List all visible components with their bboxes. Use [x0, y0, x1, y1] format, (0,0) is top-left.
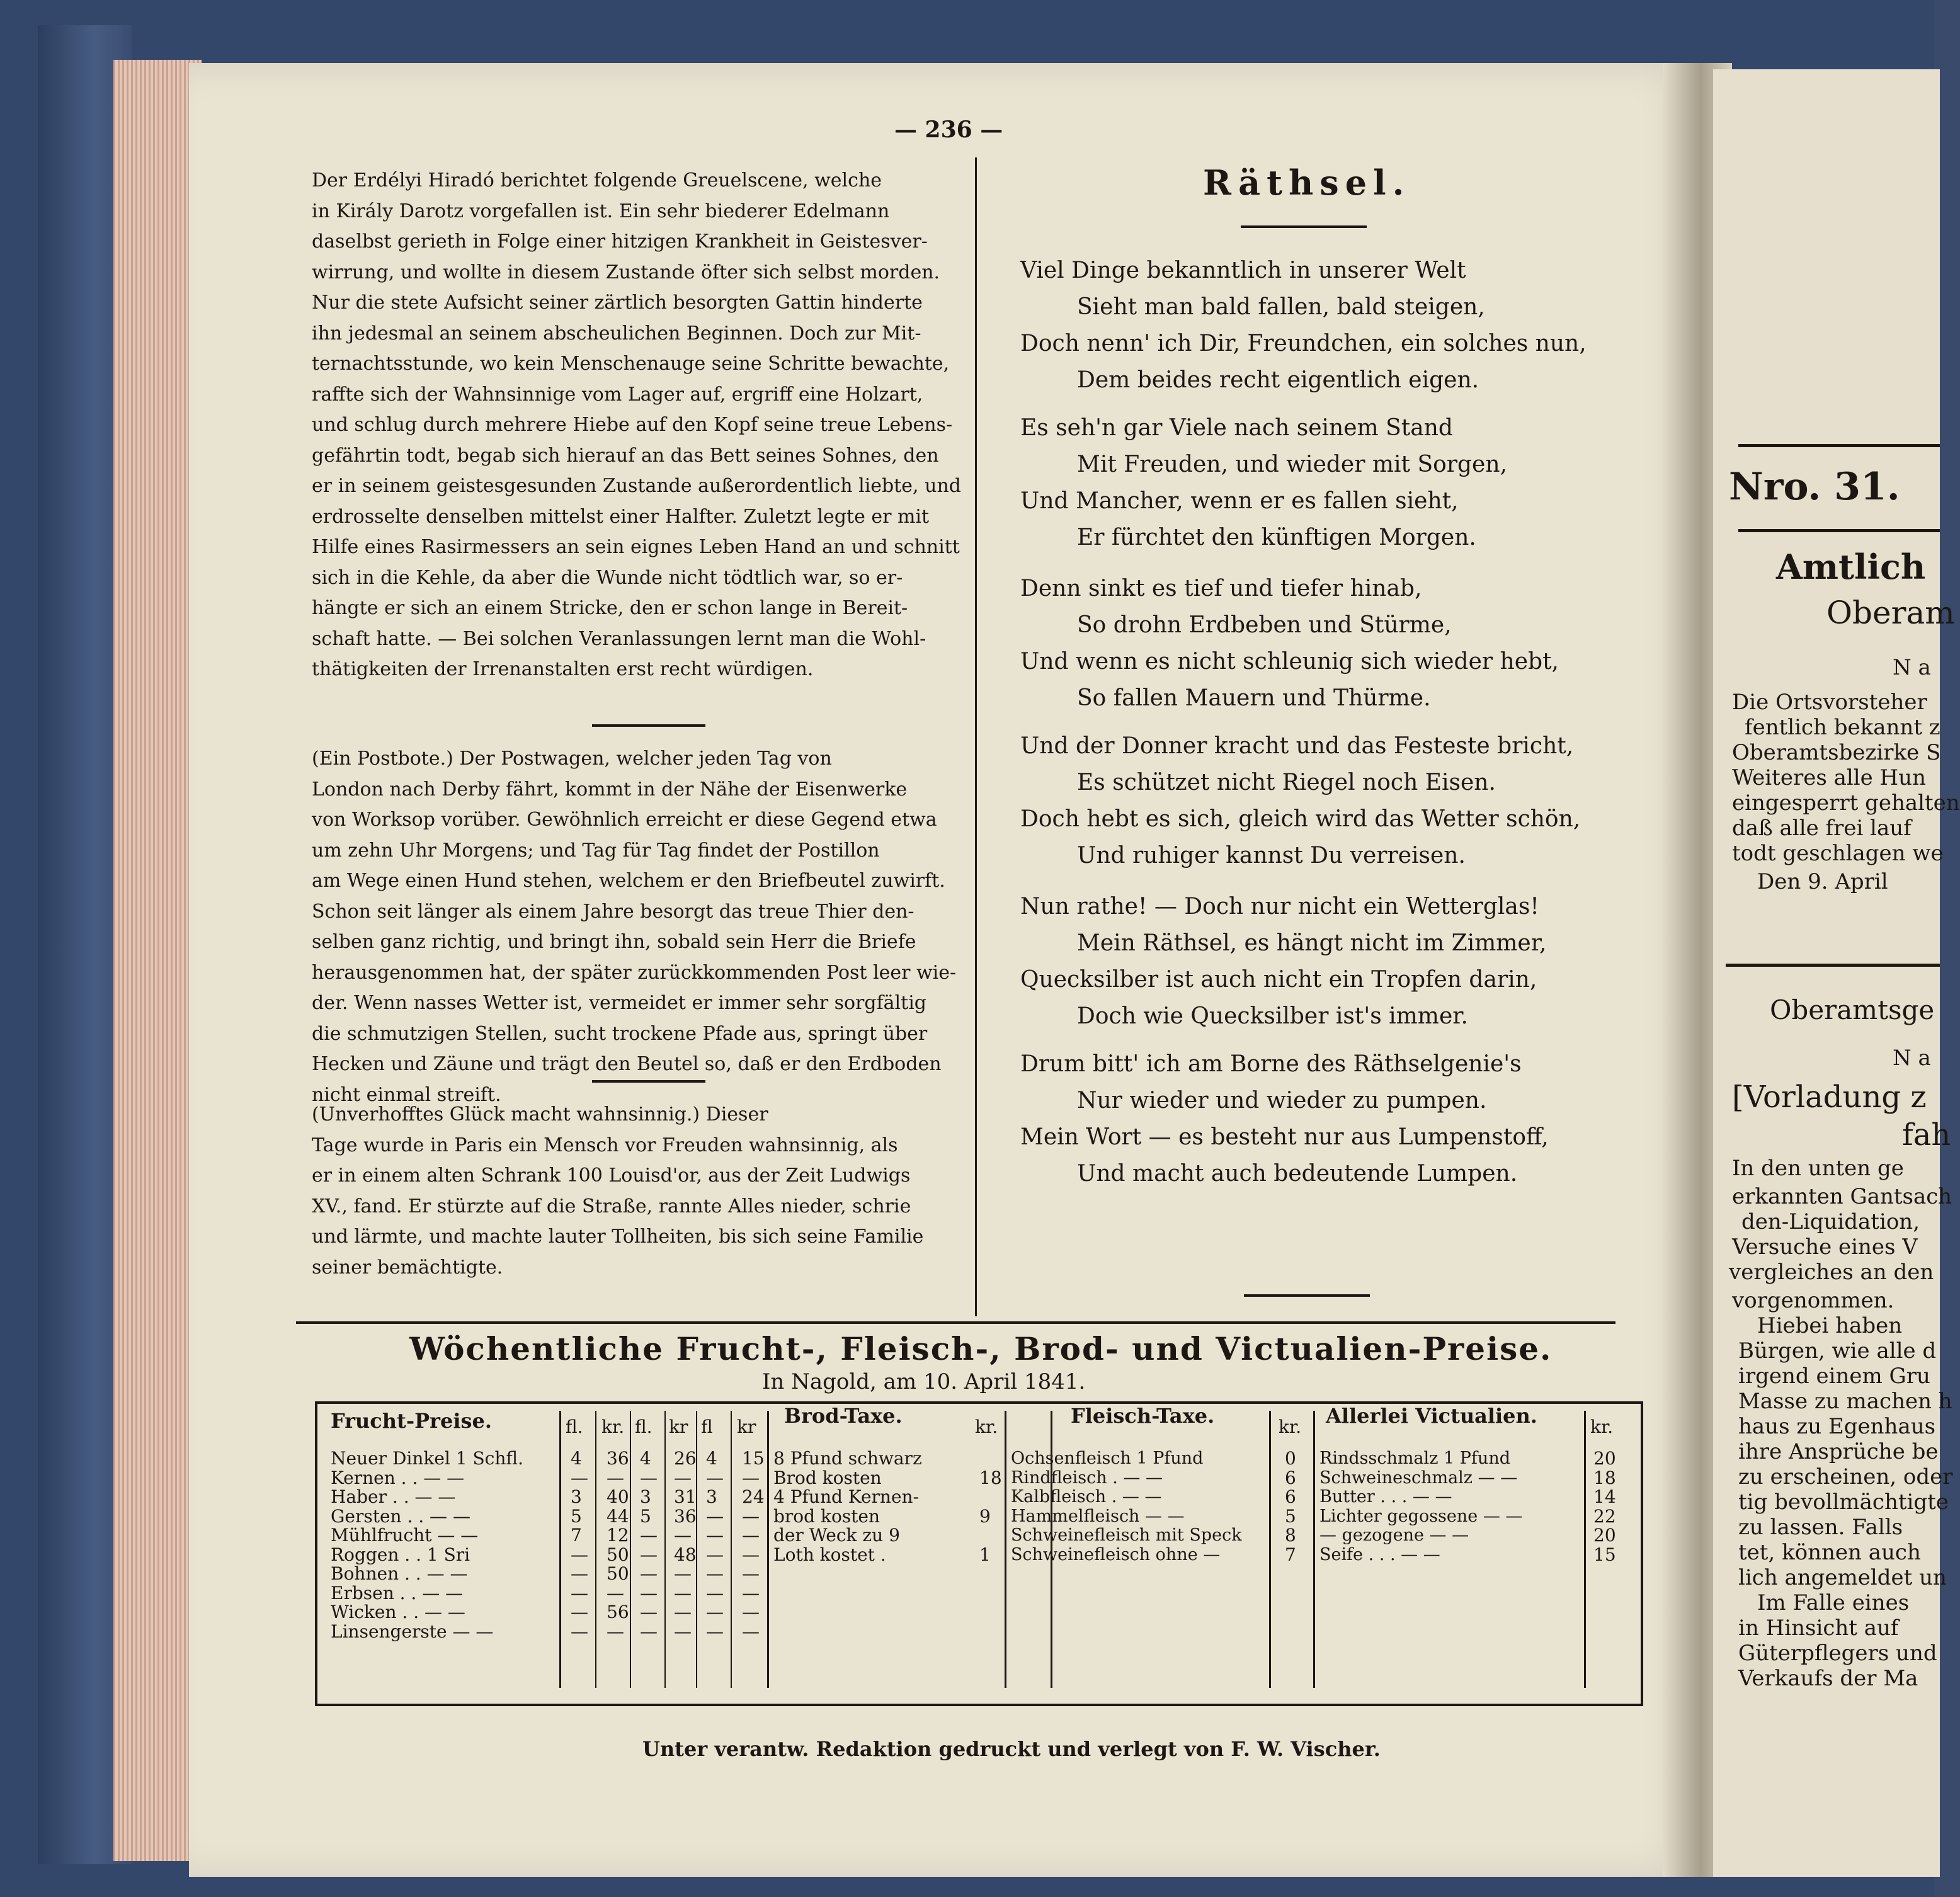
- table-top-rule: [296, 1321, 1615, 1324]
- frucht-row-value: 3: [640, 1486, 651, 1507]
- frucht-row-value: —: [571, 1602, 588, 1622]
- right-page-line: vergleiches an den: [1729, 1260, 1934, 1285]
- paragraph-line: wirrung, und wollte in diesem Zustande öfter sich selbst morden.: [312, 261, 940, 283]
- paragraph-line: um zehn Uhr Morgens; und Tag für Tag findet der Postillon: [312, 839, 880, 862]
- frucht-row-value: —: [571, 1544, 588, 1565]
- paragraph-line: von Worksop vorüber. Gewöhnlich erreicht er diese Gegend etwa: [312, 809, 937, 831]
- frucht-row-value: 5: [640, 1505, 651, 1527]
- frucht-row-label: Neuer Dinkel 1 Schfl.: [331, 1448, 523, 1469]
- right-page-line: in Hinsicht auf: [1738, 1615, 1899, 1641]
- paragraph-line: und schlug durch mehrere Hiebe auf den Kopf seine treue Lebens-: [312, 414, 953, 436]
- paragraph-line: London nach Derby fährt, kommt in der Nähe der Eisenwerke: [312, 778, 908, 800]
- column-head: fl.: [635, 1416, 652, 1437]
- table-column-divider: [1584, 1411, 1586, 1688]
- frucht-row-value: 24: [742, 1486, 765, 1507]
- vict-kr-head: kr.: [1590, 1416, 1614, 1437]
- brod-kr-head: kr.: [975, 1416, 998, 1437]
- table-column-divider: [1005, 1411, 1006, 1688]
- right-page-line: In den unten ge: [1732, 1156, 1904, 1181]
- frucht-row-value: 4: [640, 1448, 651, 1469]
- riddle-line: Mit Freuden, und wieder mit Sorgen,: [1077, 452, 1507, 477]
- paragraph-line: nicht einmal streift.: [312, 1083, 501, 1106]
- riddle-line: Doch nenn' ich Dir, Freundchen, ein solches nun,: [1020, 331, 1587, 356]
- frucht-row-value: —: [640, 1621, 658, 1642]
- frucht-row-value: 50: [607, 1563, 629, 1584]
- vict-row-value: 20: [1593, 1525, 1616, 1546]
- vict-row-label: Butter . . . — —: [1319, 1487, 1452, 1507]
- frucht-row-value: —: [674, 1525, 692, 1546]
- right-page-rule: [1738, 529, 1940, 532]
- frucht-row-value: —: [742, 1563, 760, 1584]
- frucht-row-value: —: [640, 1467, 658, 1488]
- frucht-row-label: Linsengerste — —: [331, 1621, 494, 1642]
- right-page-line: Verkaufs der Ma: [1738, 1666, 1918, 1691]
- fleisch-row-label: Rindfleisch . — —: [1011, 1467, 1163, 1488]
- fleisch-row-value: 0: [1285, 1448, 1296, 1469]
- frucht-row-value: —: [640, 1602, 658, 1622]
- brod-header: Brod-Taxe.: [784, 1404, 903, 1428]
- vict-row-label: Rindsschmalz 1 Pfund: [1319, 1449, 1510, 1468]
- vict-row-value: 14: [1593, 1486, 1616, 1507]
- frucht-row-value: —: [706, 1602, 724, 1622]
- brod-row-value: 18: [979, 1467, 1002, 1488]
- separator-rule: [592, 724, 705, 727]
- riddle-line: Doch wie Quecksilber ist's immer.: [1077, 1003, 1468, 1029]
- frucht-row-label: Mühlfrucht — —: [331, 1525, 479, 1546]
- frucht-row-value: —: [674, 1582, 692, 1604]
- fleisch-row-value: 5: [1285, 1505, 1296, 1527]
- right-page-line: N a: [1893, 1045, 1931, 1071]
- vict-row-label: Schweineschmalz — —: [1319, 1467, 1518, 1488]
- frucht-row-value: 50: [607, 1544, 629, 1565]
- fleisch-row-value: 7: [1285, 1544, 1296, 1565]
- riddle-line: Drum bitt' ich am Borne des Räthselgenie's: [1020, 1051, 1522, 1077]
- right-page-line: ihre Ansprüche be: [1738, 1439, 1939, 1464]
- right-page-line: Hiebei haben: [1757, 1313, 1903, 1338]
- column-head: kr: [737, 1416, 756, 1437]
- brod-row-label: 8 Pfund schwarz: [773, 1448, 922, 1469]
- column-head: fl.: [566, 1416, 583, 1437]
- right-page-line: Die Ortsvorsteher: [1732, 690, 1927, 715]
- riddle-line: Und der Donner kracht und das Festeste bricht,: [1020, 733, 1574, 759]
- fleisch-row-value: 6: [1285, 1467, 1296, 1488]
- brod-row-value: 9: [979, 1505, 991, 1527]
- frucht-row-value: —: [640, 1525, 658, 1546]
- riddle-line: So fallen Mauern und Thürme.: [1077, 685, 1431, 711]
- paragraph-line: Tage wurde in Paris ein Mensch vor Freuden wahnsinnig, als: [312, 1134, 898, 1156]
- right-page-line: lich angemeldet un: [1738, 1565, 1947, 1590]
- frucht-row-value: —: [742, 1467, 760, 1488]
- frucht-row-label: Haber . . — —: [331, 1486, 456, 1507]
- frucht-row-value: 26: [674, 1448, 697, 1469]
- frucht-row-value: —: [742, 1621, 760, 1642]
- table-column-divider: [664, 1411, 666, 1688]
- paragraph-line: thätigkeiten der Irrenanstalten erst recht würdigen.: [312, 658, 814, 680]
- right-page-line: Oberam: [1826, 595, 1955, 631]
- frucht-row-value: 12: [607, 1525, 629, 1546]
- frucht-row-value: —: [674, 1563, 692, 1584]
- fleisch-row-label: Kalbfleisch . — —: [1011, 1487, 1162, 1507]
- frucht-row-value: —: [706, 1582, 724, 1604]
- riddle-line: Und Mancher, wenn er es fallen sieht,: [1020, 488, 1459, 514]
- separator-rule: [592, 1080, 705, 1083]
- right-page-line: fah: [1902, 1117, 1951, 1153]
- right-page-line: fentlich bekannt z: [1745, 715, 1940, 740]
- frucht-row-value: —: [674, 1621, 692, 1642]
- paragraph-line: Hecken und Zäune und trägt den Beutel so, daß er den Erdboden: [312, 1053, 942, 1075]
- frucht-row-value: —: [571, 1582, 588, 1604]
- riddle-line: Nun rathe! — Doch nur nicht ein Wetterglas!: [1020, 894, 1539, 920]
- frucht-row-label: Bohnen . . — —: [331, 1563, 468, 1584]
- right-page-line: Oberamtsge: [1770, 994, 1935, 1025]
- fleisch-row-label: Schweinefleisch mit Speck: [1011, 1525, 1242, 1545]
- column-head: kr: [669, 1416, 688, 1437]
- right-page-line: Im Falle eines: [1757, 1590, 1910, 1615]
- frucht-row-value: —: [742, 1582, 760, 1604]
- imprint-footer: Unter verantw. Redaktion gedruckt und verlegt von F. W. Vischer.: [642, 1737, 1381, 1761]
- fleisch-header: Fleisch-Taxe.: [1071, 1404, 1215, 1428]
- vict-header: Allerlei Victualien.: [1326, 1404, 1537, 1428]
- frucht-row-value: 7: [571, 1525, 582, 1546]
- frucht-row-value: 56: [607, 1602, 629, 1622]
- paragraph-line: seiner bemächtigte.: [312, 1256, 503, 1279]
- vict-row-label: — gezogene — —: [1319, 1525, 1469, 1545]
- riddle-line: Und ruhiger kannst Du verreisen.: [1077, 843, 1466, 869]
- right-page-line: eingesperrt gehalten: [1732, 790, 1960, 816]
- right-page-line: Bürgen, wie alle d: [1738, 1338, 1937, 1364]
- vict-row-value: 18: [1593, 1467, 1616, 1488]
- page-number: — 236 —: [894, 117, 1003, 143]
- page-stack-edge: [113, 60, 202, 1861]
- paragraph-line: ternachtsstunde, wo kein Menschenauge seine Schritte bewachte,: [312, 353, 950, 375]
- fleisch-kr-head: kr.: [1279, 1416, 1302, 1437]
- frucht-row-value: —: [571, 1621, 588, 1642]
- table-border: [315, 1704, 1643, 1706]
- right-page-rule: [1738, 444, 1940, 447]
- paragraph-line: (Ein Postbote.) Der Postwagen, welcher jeden Tag von: [312, 748, 832, 770]
- vict-row-label: Seife . . . — —: [1319, 1544, 1440, 1564]
- frucht-row-label: Wicken . . — —: [331, 1602, 465, 1622]
- right-page-rule: [1726, 964, 1940, 967]
- fleisch-row-label: Ochsenfleisch 1 Pfund: [1011, 1449, 1204, 1468]
- frucht-row-value: —: [706, 1467, 724, 1488]
- right-page-line: erkannten Gantsach: [1732, 1184, 1952, 1209]
- frucht-row-value: —: [571, 1467, 588, 1488]
- right-page-line: N a: [1893, 655, 1931, 680]
- brod-row-label: brod kosten: [773, 1505, 880, 1527]
- frucht-row-value: 40: [607, 1486, 629, 1507]
- frucht-row-value: 3: [706, 1486, 717, 1507]
- frucht-row-value: 48: [674, 1544, 697, 1565]
- right-page-line: Masse zu machen h: [1738, 1389, 1952, 1414]
- riddle-line: Es schützet nicht Riegel noch Eisen.: [1077, 770, 1496, 795]
- frucht-row-value: —: [607, 1621, 624, 1642]
- frucht-row-value: 44: [607, 1505, 629, 1527]
- paragraph-line: erdrosselte denselben mittelst einer Halfter. Zuletzt legte er mit: [312, 505, 930, 528]
- paragraph-line: ihn jedesmal an seinem abscheulichen Beginnen. Doch zur Mit-: [312, 322, 921, 345]
- column-divider: [975, 157, 977, 1316]
- frucht-row-value: 36: [674, 1505, 697, 1527]
- frucht-row-value: 4: [571, 1448, 582, 1469]
- right-page-line: Den 9. April: [1757, 869, 1888, 894]
- paragraph-line: selben ganz richtig, und bringt ihn, sobald sein Herr die Briefe: [312, 931, 916, 953]
- riddle-line: Denn sinkt es tief und tiefer hinab,: [1020, 576, 1422, 601]
- riddle-line: Und macht auch bedeutende Lumpen.: [1077, 1161, 1518, 1187]
- frucht-row-label: Gersten . . — —: [331, 1505, 470, 1527]
- table-border: [315, 1401, 317, 1704]
- right-page-line: todt geschlagen we: [1732, 841, 1944, 866]
- riddle-line: Sieht man bald fallen, bald steigen,: [1077, 294, 1485, 320]
- riddle-line: Und wenn es nicht schleunig sich wieder hebt,: [1020, 649, 1559, 675]
- paragraph-line: der. Wenn nasses Wetter ist, vermeidet er immer sehr sorgfältig: [312, 992, 927, 1014]
- frucht-row-label: Kernen . . — —: [331, 1467, 465, 1488]
- frucht-row-value: 15: [742, 1448, 765, 1469]
- riddle-line: Mein Wort — es besteht nur aus Lumpenstoff,: [1020, 1124, 1549, 1150]
- riddle-line: Nur wieder und wieder zu pumpen.: [1077, 1088, 1487, 1114]
- riddle-line: Mein Räthsel, es hängt nicht im Zimmer,: [1077, 930, 1547, 956]
- brod-row-label: der Weck zu 9: [773, 1525, 900, 1546]
- fleisch-row-label: Schweinefleisch ohne —: [1011, 1544, 1221, 1564]
- frucht-row-value: —: [742, 1602, 760, 1622]
- table-column-divider: [1313, 1411, 1315, 1688]
- paragraph-line: gefährtin todt, begab sich hierauf an das Bett seines Sohnes, den: [312, 444, 939, 467]
- paragraph-line: in Király Darotz vorgefallen ist. Ein sehr biederer Edelmann: [312, 200, 890, 222]
- right-page-line: zu lassen. Falls: [1738, 1515, 1903, 1540]
- frucht-row-value: —: [674, 1467, 692, 1488]
- paragraph-line: herausgenommen hat, der später zurückkommenden Post leer wie-: [312, 961, 957, 984]
- table-column-divider: [767, 1411, 769, 1688]
- paragraph-line: er in einem alten Schrank 100 Louisd'or, aus der Zeit Ludwigs: [312, 1165, 911, 1187]
- paragraph-line: und lärmte, und machte lauter Tollheiten, bis sich seine Familie: [312, 1226, 924, 1248]
- riddle-line: Viel Dinge bekanntlich in unserer Welt: [1020, 258, 1466, 283]
- brod-row-label: Loth kostet .: [773, 1544, 886, 1565]
- table-column-divider: [1269, 1411, 1271, 1688]
- prices-title: Wöchentliche Frucht-, Fleisch-, Brod- und Victualien-Preise.: [409, 1330, 1553, 1367]
- frucht-row-value: 36: [607, 1448, 629, 1469]
- right-page-line: den-Liquidation,: [1741, 1209, 1920, 1234]
- paragraph-line: hängte er sich an einem Stricke, den er schon lange in Bereit-: [312, 597, 908, 619]
- right-page-line: Güterpflegers und: [1738, 1641, 1937, 1666]
- frucht-row-value: —: [640, 1544, 658, 1565]
- right-page-line: [Vorladung z: [1732, 1080, 1927, 1115]
- paragraph-line: am Wege einen Hund stehen, welchem er den Briefbeutel zuwirft.: [312, 870, 945, 892]
- right-page-line: Weiteres alle Hun: [1732, 765, 1926, 790]
- frucht-row-value: —: [571, 1563, 588, 1584]
- frucht-header: Frucht-Preise.: [331, 1409, 493, 1433]
- table-column-divider: [595, 1411, 596, 1688]
- riddle-line: Doch hebt es sich, gleich wird das Wetter schön,: [1020, 806, 1581, 832]
- fleisch-row-label: Hammelfleisch — —: [1011, 1506, 1185, 1526]
- brod-row-value: 1: [979, 1544, 991, 1565]
- riddle-line: Er fürchtet den künftigen Morgen.: [1077, 525, 1476, 550]
- frucht-row-value: —: [640, 1582, 658, 1604]
- riddle-end-rule: [1244, 1294, 1370, 1297]
- frucht-row-label: Erbsen . . — —: [331, 1582, 464, 1604]
- riddle-line: So drohn Erdbeben und Stürme,: [1077, 612, 1452, 638]
- table-column-divider: [630, 1411, 631, 1688]
- frucht-row-value: —: [742, 1544, 760, 1565]
- brod-row-label: 4 Pfund Kernen-: [773, 1486, 920, 1507]
- frucht-row-value: —: [742, 1525, 760, 1546]
- riddle-line: Dem beides recht eigentlich eigen.: [1077, 367, 1479, 393]
- paragraph-line: XV., fand. Er stürzte auf die Straße, rannte Alles nieder, schrie: [312, 1195, 911, 1217]
- frucht-row-value: —: [674, 1602, 692, 1622]
- frucht-row-value: 4: [706, 1448, 717, 1469]
- frucht-row-value: —: [742, 1505, 760, 1527]
- fleisch-row-value: 6: [1285, 1486, 1296, 1507]
- riddle-line: Quecksilber ist auch nicht ein Tropfen darin,: [1020, 967, 1537, 993]
- frucht-row-value: —: [706, 1563, 724, 1584]
- right-page-line: Amtlich: [1776, 547, 1926, 587]
- paragraph-line: Hilfe eines Rasirmessers an sein eignes Leben Hand an und schnitt: [312, 536, 960, 558]
- frucht-row-value: —: [706, 1525, 724, 1546]
- riddle-title-rule: [1241, 225, 1367, 228]
- paragraph-line: die schmutzigen Stellen, sucht trockene Pfade aus, springt über: [312, 1022, 928, 1045]
- right-page-line: daß alle frei lauf: [1732, 816, 1912, 841]
- column-head: fl: [701, 1416, 713, 1437]
- vict-row-label: Lichter gegossene — —: [1319, 1506, 1523, 1526]
- paragraph-line: Nur die stete Aufsicht seiner zärtlich besorgten Gattin hinderte: [312, 292, 923, 314]
- column-head: kr.: [601, 1416, 625, 1437]
- paragraph-line: (Unverhofftes Glück macht wahnsinnig.) Dieser: [312, 1103, 768, 1125]
- right-page-line: Oberamtsbezirke S: [1732, 740, 1941, 765]
- right-page-line: Nro. 31.: [1729, 465, 1900, 509]
- right-page-line: zu erscheinen, oder: [1738, 1464, 1953, 1490]
- table-column-divider: [731, 1411, 732, 1688]
- vict-row-value: 15: [1593, 1544, 1616, 1565]
- right-page-line: vorgenommen.: [1732, 1288, 1894, 1313]
- fleisch-row-value: 8: [1285, 1525, 1296, 1546]
- right-page-line: tig bevollmächtigte: [1738, 1490, 1949, 1515]
- frucht-row-value: —: [706, 1621, 724, 1642]
- paragraph-line: schaft hatte. — Bei solchen Veranlassungen lernt man die Wohl-: [312, 627, 926, 650]
- paragraph-line: raffte sich der Wahnsinnige vom Lager auf, ergriff eine Holzart,: [312, 383, 923, 406]
- paragraph-line: sich in die Kehle, da aber die Wunde nicht tödtlich war, so er-: [312, 566, 903, 589]
- prices-subtitle: In Nagold, am 10. April 1841.: [762, 1369, 1086, 1394]
- vict-row-value: 22: [1593, 1505, 1616, 1527]
- paragraph-line: Schon seit länger als einem Jahre besorgt das treue Thier den-: [312, 900, 914, 923]
- brod-row-label: Brod kosten: [773, 1467, 882, 1488]
- riddle-title: Räthsel.: [1203, 162, 1411, 203]
- right-page-line: haus zu Egenhaus: [1738, 1414, 1936, 1439]
- vict-row-value: 20: [1593, 1448, 1616, 1469]
- paragraph-line: er in seinem geistesgesunden Zustande außerordentlich liebte, und: [312, 475, 961, 497]
- frucht-row-value: —: [607, 1467, 624, 1488]
- frucht-row-value: —: [640, 1563, 658, 1584]
- right-page-line: tet, können auch: [1738, 1540, 1921, 1565]
- frucht-row-value: —: [706, 1505, 724, 1527]
- table-border: [1641, 1401, 1643, 1704]
- paragraph-line: daselbst gerieth in Folge einer hitzigen Krankheit in Geistesver-: [312, 231, 928, 253]
- frucht-row-value: —: [706, 1544, 724, 1565]
- frucht-row-value: 3: [571, 1486, 582, 1507]
- right-page-line: irgend einem Gru: [1738, 1364, 1930, 1389]
- riddle-line: Es seh'n gar Viele nach seinem Stand: [1020, 415, 1453, 441]
- paragraph-line: Der Erdélyi Hiradó berichtet folgende Greuelscene, welche: [312, 169, 882, 191]
- table-column-divider: [559, 1411, 561, 1688]
- right-page-line: Versuche eines V: [1732, 1234, 1918, 1260]
- frucht-row-value: —: [607, 1582, 624, 1604]
- frucht-row-value: 5: [571, 1505, 582, 1527]
- frucht-row-label: Roggen . . 1 Sri: [331, 1544, 470, 1565]
- frucht-row-value: 31: [674, 1486, 697, 1507]
